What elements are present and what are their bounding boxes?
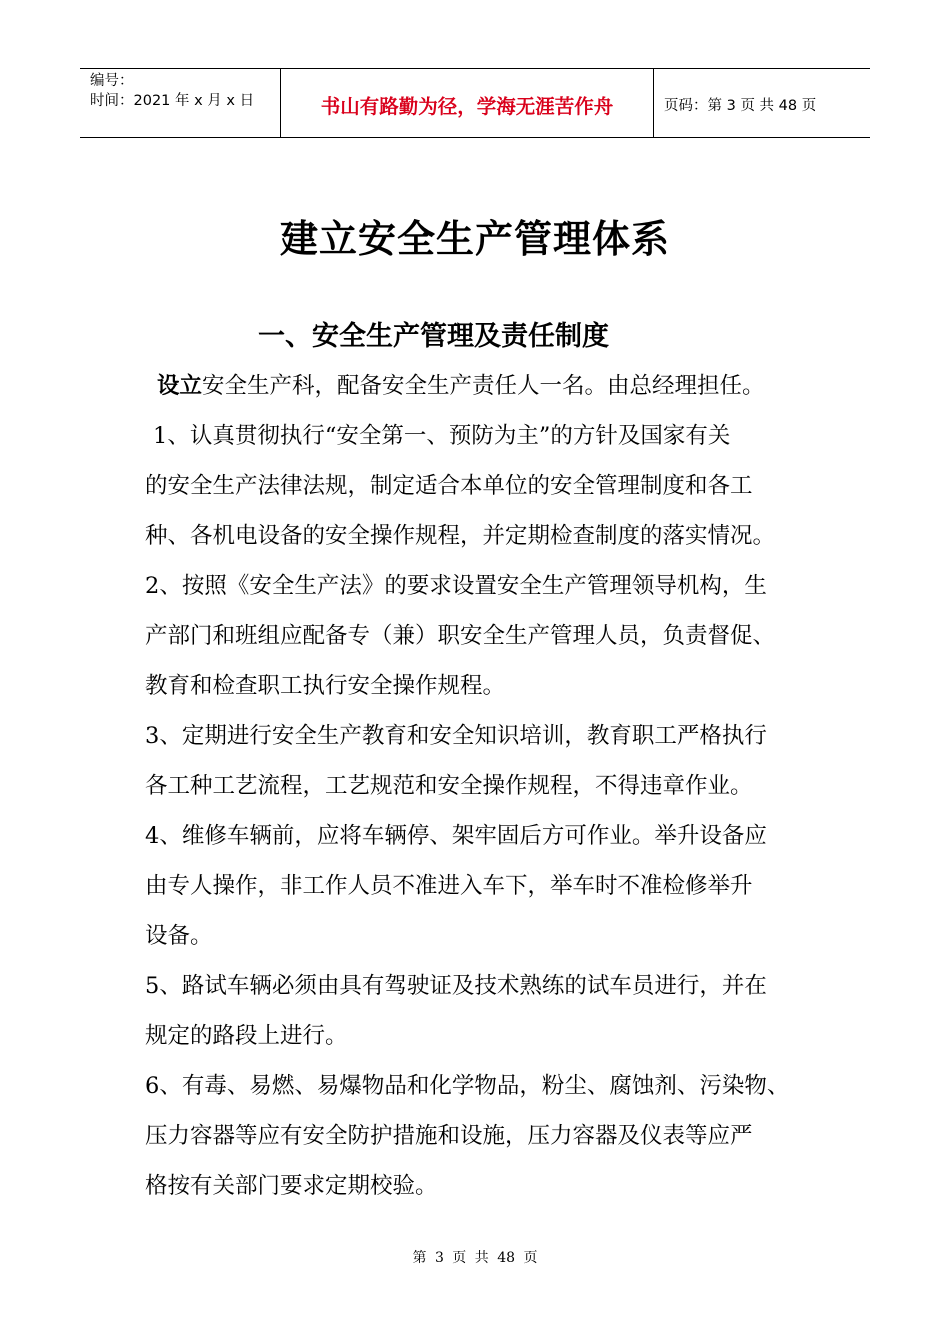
text-line: 教育和检查职工执行安全操作规程。 — [145, 673, 506, 699]
text-line: 产部门和班组应配备专（兼）职安全生产管理人员，负责督促、 — [145, 623, 776, 649]
text-line: 规定的路段上进行。 — [145, 1023, 348, 1049]
text-line: 6、有毒、易燃、易爆物品和化学物品，粉尘、腐蚀剂、污染物、 — [145, 1073, 790, 1099]
header-table — [80, 68, 870, 138]
page-footer: 第 3 页 共 48 页 — [412, 1250, 538, 1266]
text-line: 压力容器等应有安全防护措施和设施，压力容器及仪表等应严 — [145, 1123, 753, 1149]
text-line: 由专人操作，非工作人员不准进入车下，举车时不准检修举升 — [145, 873, 753, 899]
text-line: 2、按照《安全生产法》的要求设置安全生产管理领导机构，生 — [145, 573, 767, 599]
header-page-info: 页码：第 3 页 共 48 页 — [664, 97, 817, 114]
intro-paragraph — [145, 361, 835, 411]
text-line: 的安全生产法律法规，制定适合本单位的安全管理制度和各工 — [145, 473, 753, 499]
header-motto: 书山有路勤为径，学海无涯苦作舟 — [281, 69, 654, 137]
text-line: 5、路试车辆必须由具有驾驶证及技术熟练的试车员进行，并在 — [145, 973, 767, 999]
section-heading: 一、安全生产管理及责任制度 — [258, 321, 609, 352]
text-line: 格按有关部门要求定期校验。 — [145, 1173, 438, 1199]
text-line: 设备。 — [145, 923, 213, 949]
time-label: 时间：2021 年 x 月 x 日 — [90, 93, 255, 109]
text-line: 各工种工艺流程，工艺规范和安全操作规程，不得违章作业。 — [145, 773, 753, 799]
intro-rest: 安全生产科，配备安全生产责任人一名。由总经理担任。 — [202, 373, 765, 399]
text-line: 4、维修车辆前，应将车辆停、架牢固后方可作业。举升设备应 — [145, 823, 767, 849]
code-label: 编号： — [90, 73, 134, 89]
text-line: 种、各机电设备的安全操作规程，并定期检查制度的落实情况。 — [145, 523, 776, 549]
intro-bold-lead: 设立 — [157, 373, 203, 399]
body-text — [145, 361, 835, 1211]
text-line: 1、认真贯彻执行“安全第一、预防为主”的方针及国家有关 — [153, 423, 731, 449]
document-title: 建立安全生产管理体系 — [279, 217, 670, 261]
text-line: 3、定期进行安全生产教育和安全知识培训，教育职工严格执行 — [145, 723, 767, 749]
header-meta — [80, 69, 281, 137]
